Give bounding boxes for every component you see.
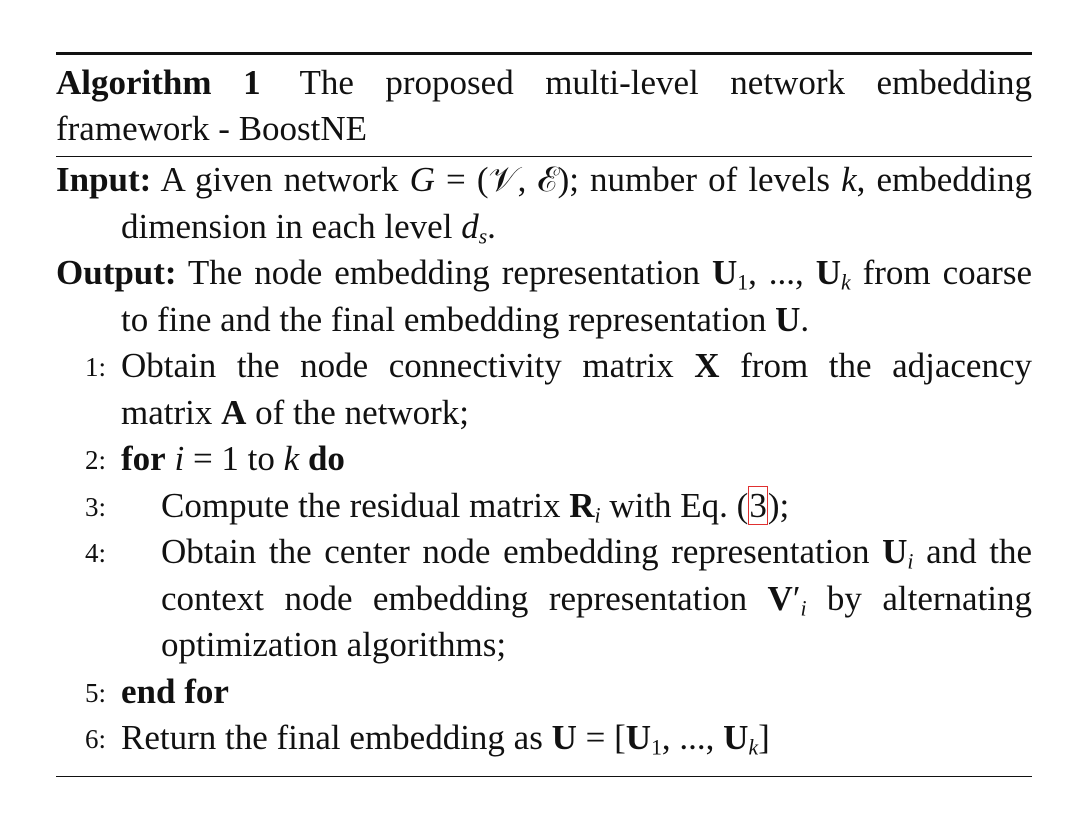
step-4 — [56, 529, 1032, 669]
output-text-2: from coarse to fine and the final embedding representation — [121, 253, 1032, 339]
math-G: G — [409, 160, 435, 199]
step-text: Compute the residual matrix — [161, 485, 570, 525]
step-text: Obtain the node connectivity matrix — [121, 346, 695, 385]
equation-reference-link[interactable]: 3 — [749, 485, 767, 525]
math-R-sub: i — [594, 502, 601, 527]
step-6 — [56, 715, 1032, 762]
math-U: U — [551, 718, 577, 757]
math-d: d — [461, 206, 479, 246]
math-U1: U — [711, 253, 738, 292]
step-text: Return the final embedding as — [121, 718, 552, 757]
math-U: U — [882, 532, 908, 571]
math-V: V — [767, 578, 793, 618]
math-Uk-sub: k — [748, 735, 759, 760]
input-text-2: ); number of levels — [557, 160, 842, 199]
keyword-for: for — [121, 439, 166, 478]
caption-text: The proposed multi-level network embedding framework - BoostNE — [56, 63, 1032, 148]
step-text: and the context node embedding representation — [161, 532, 1033, 618]
step-number: 1: — [84, 352, 106, 382]
math-close: ] — [758, 718, 770, 757]
math-X: X — [694, 346, 720, 385]
math-R: R — [569, 485, 595, 525]
step-number: 3: — [84, 491, 106, 522]
output-text-3: . — [800, 299, 810, 339]
math-mid: , ..., — [748, 253, 816, 292]
caption-number: 1 — [243, 63, 261, 102]
math-V-prime: ′ — [792, 578, 801, 618]
math-k: k — [841, 160, 857, 199]
algorithm-body — [56, 157, 1032, 762]
output-line — [56, 250, 1032, 343]
step-number: 5: — [84, 677, 106, 708]
math-U-sub: i — [907, 549, 914, 574]
step-text: ); — [767, 485, 790, 525]
math-U1: U — [625, 718, 652, 757]
math-A: A — [221, 392, 247, 432]
step-3 — [56, 483, 1032, 530]
math-Uk-sub: k — [841, 270, 851, 295]
math-mid: , ..., — [661, 718, 724, 757]
step-number: 4: — [84, 538, 106, 568]
step-text: from the adjacency matrix — [121, 346, 1032, 432]
math-k: k — [283, 439, 300, 478]
output-text-1: The node embedding representation — [187, 253, 712, 292]
step-text: = 1 to — [184, 439, 284, 478]
math-U: U — [775, 299, 801, 339]
input-text-3: , embedding dimension in each level — [121, 160, 1032, 246]
bottom-rule — [56, 776, 1032, 777]
math-V: 𝒱 — [488, 160, 518, 199]
math-d-sub: s — [478, 223, 488, 248]
math-eq: = ( — [434, 160, 489, 199]
input-text-4: . — [487, 206, 496, 246]
output-label: Output: — [56, 253, 177, 292]
keyword-do: do — [307, 439, 345, 478]
math-E: ℰ — [537, 160, 558, 199]
math-V-sub: i — [800, 595, 807, 620]
math-Uk: U — [723, 718, 749, 757]
step-text: with Eq. ( — [600, 485, 749, 525]
math-comma: , — [517, 160, 538, 199]
step-text: Obtain the center node embedding representation — [161, 532, 883, 571]
math-U1-sub: 1 — [737, 270, 749, 295]
math-i: i — [174, 439, 185, 478]
math-Uk: U — [815, 253, 842, 292]
algorithm-block — [56, 52, 1032, 777]
math-U1-sub: 1 — [651, 735, 662, 760]
caption-label: Algorithm — [56, 63, 212, 102]
input-text-1: A given network — [160, 160, 410, 199]
algorithm-caption — [56, 55, 1032, 156]
step-1 — [56, 343, 1032, 436]
math-eq: = [ — [576, 718, 626, 757]
step-5 — [56, 669, 1032, 716]
step-number: 2: — [84, 445, 106, 475]
step-text: by alternating optimization algorithms; — [161, 578, 1033, 664]
step-text: of the network; — [246, 392, 469, 432]
step-number: 6: — [84, 724, 106, 754]
step-2 — [56, 436, 1032, 483]
keyword-end-for: end for — [121, 671, 229, 711]
input-label: Input: — [56, 160, 152, 199]
input-line — [56, 157, 1032, 250]
